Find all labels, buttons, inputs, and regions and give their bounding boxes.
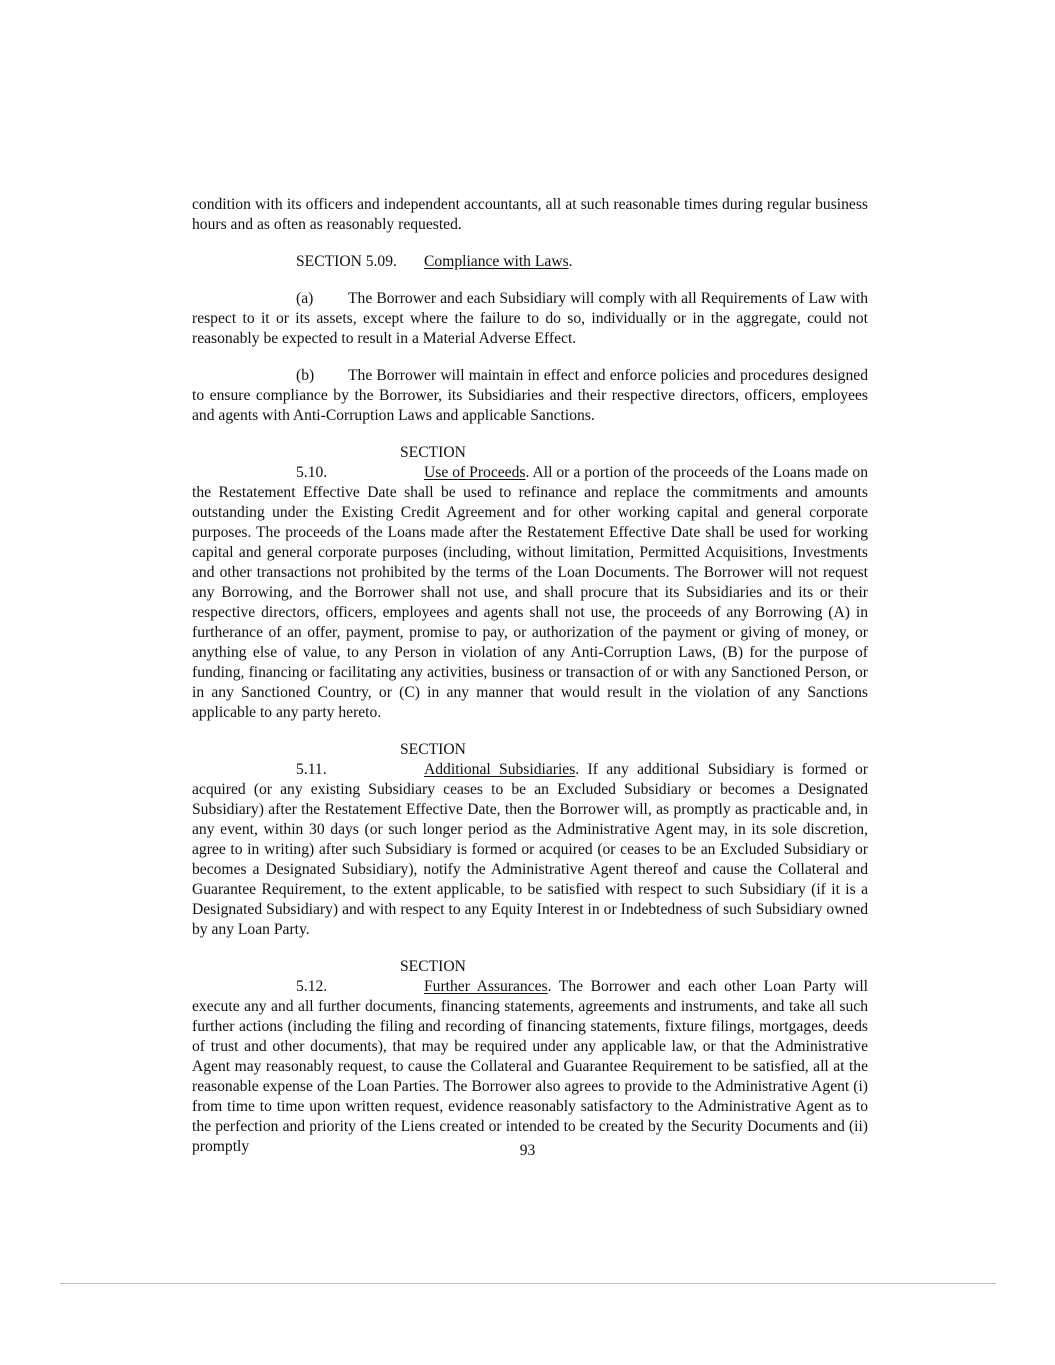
document-body (192, 195, 868, 1174)
section-5-10-text: . All or a portion of the proceeds of the Loans made on the Restatement Effective Date shall be used to refinance and replace the commitments and amounts outstanding under the Existing Credit Agreement and for other working capital and general corporate purposes. The proceeds of the Loans made after the Restatement Effective Date shall be used for working capital and general corporate purposes (including, without limitation, Permitted Acquisitions, Investments and other transactions not prohibited by the terms of the Loan Documents. The Borrower will not request any Borrowing, and the Borrower shall not use, and shall procure that its Subsidiaries and its or their respective directors, officers, employees and agents shall not use, the proceeds of any Borrowing (A) in furtherance of an offer, payment, promise to pay, or authorization of the payment or giving of money, or anything else of value, to any Person in violation of any Anti-Corruption Laws, (B) for the purpose of funding, financing or facilitating any activities, business or transaction of or with any Sanctioned Person, or in any Sanctioned Country, or (C) in any manner that would result in the violation of any Sanctions applicable to any party hereto. (192, 464, 868, 721)
clause-b-text: The Borrower will maintain in effect and enforce policies and procedures designed to ensure compliance by the Borrower, its Subsidiaries and their respective directors, officers, employees and agents with Anti-Corruption Laws and applicable Sanctions. (192, 367, 868, 424)
section-5-12-title: Further Assurances (424, 978, 548, 995)
page-number: 93 (519, 1142, 536, 1159)
section-5-12-paragraph (192, 957, 868, 1157)
section-5-10-title: Use of Proceeds (424, 464, 526, 481)
section-5-10-number: SECTION 5.10. (296, 444, 466, 481)
section-5-11-title: Additional Subsidiaries (424, 761, 576, 778)
section-5-11-text: . If any additional Subsidiary is formed or acquired (or any existing Subsidiary ceases to be an Excluded Subsidiary or becomes a Designated Subsidiary) after the Restatement Effective Date, then the Borrower will, as promptly as practicable and, in any event, within 30 days (or such longer period as the Administrative Agent may, in its sole discretion, agree to in writing) after such Subsidiary is formed or acquired (or ceases to be an Excluded Subsidiary or becomes a Designated Subsidiary), notify the Administrative Agent thereof and cause the Collateral and Guarantee Requirement, to the extent applicable, to be satisfied with respect to such Subsidiary (if it is a Designated Subsidiary) and with respect to any Equity Interest in or Indebtedness of such Subsidiary owned by any Loan Party. (192, 761, 868, 938)
section-5-11-paragraph (192, 740, 868, 940)
section-5-09-title-suffix: . (568, 253, 573, 270)
clause-b-label: (b) (296, 367, 315, 384)
section-5-12-number: SECTION 5.12. (296, 958, 466, 995)
section-5-09-heading (192, 252, 868, 272)
clause-a-text: The Borrower and each Subsidiary will comply with all Requirements of Law with respect to it or its assets, except where the failure to do so, individually or in the aggregate, could not reasonably be expected to result in a Material Adverse Effect. (192, 290, 868, 347)
section-5-09-title: Compliance with Laws (424, 253, 569, 270)
section-5-10-paragraph (192, 443, 868, 723)
clause-a-label: (a) (296, 290, 314, 307)
section-5-09-clause-b (192, 366, 868, 426)
footer-divider (60, 1283, 996, 1284)
section-5-09-clause-a (192, 289, 868, 349)
section-5-12-text: . The Borrower and each other Loan Party will execute any and all further documents, financing statements, agreements and instruments, and take all such further actions (including the filing and recording of financing statements, fixture filings, mortgages, deeds of trust and other documents), that may be required under any applicable law, or that the Administrative Agent may reasonably request, to cause the Collateral and Guarantee Requirement to be satisfied, all at the reasonable expense of the Loan Parties. The Borrower also agrees to provide to the Administrative Agent (i) from time to time upon written request, evidence reasonably satisfactory to the Administrative Agent as to the perfection and priority of the Liens created or intended to be created by the Security Documents and (ii) promptly (192, 978, 868, 1155)
opening-paragraph: condition with its officers and independent accountants, all at such reasonable times during regular business hours and as often as reasonably requested. (192, 196, 868, 233)
section-5-09-number: SECTION 5.09. (296, 253, 397, 270)
section-5-11-number: SECTION 5.11. (296, 741, 466, 778)
